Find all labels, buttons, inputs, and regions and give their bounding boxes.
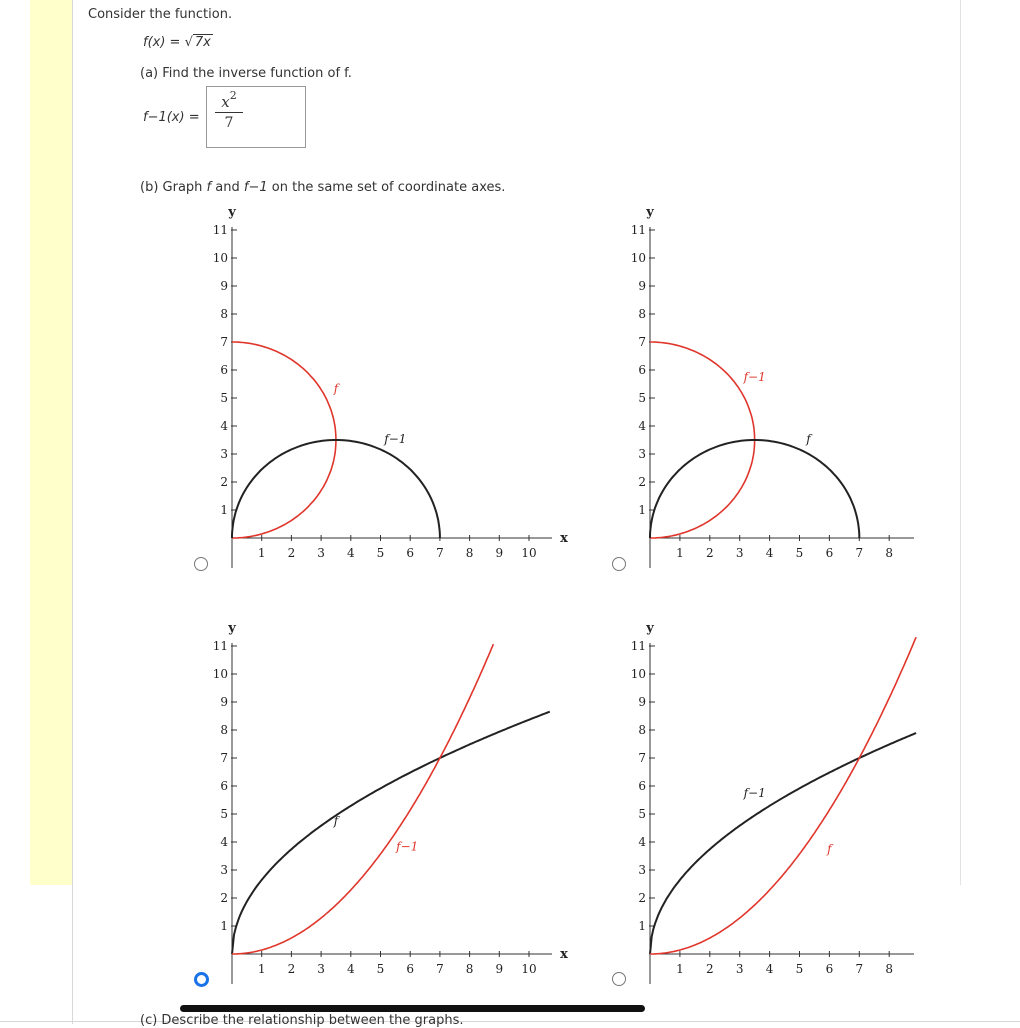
y-tick-label: 9 <box>220 279 228 293</box>
y-tick-label: 1 <box>220 503 228 517</box>
y-tick-label: 8 <box>220 723 228 737</box>
y-tick-label: 10 <box>212 667 228 681</box>
curve-label-f-inverse: f−1 <box>384 431 407 446</box>
y-tick-label: 4 <box>220 835 228 849</box>
curve-label-f-inverse: f−1 <box>743 786 766 801</box>
x-tick-label: 5 <box>376 962 385 976</box>
x-tick-label: 4 <box>765 962 774 976</box>
y-axis-title: y <box>228 205 236 220</box>
x-tick-label: 10 <box>521 962 537 976</box>
x-tick-label: 4 <box>765 546 774 560</box>
x-tick-label: 2 <box>705 962 714 976</box>
part-b-and: and <box>215 180 240 195</box>
curve-f-inverse <box>650 733 916 954</box>
x-tick-label: 3 <box>735 546 744 560</box>
x-tick-label: 5 <box>795 546 804 560</box>
x-tick-label: 8 <box>885 962 894 976</box>
x-tick-label: 4 <box>346 962 355 976</box>
y-tick-label: 4 <box>220 419 228 433</box>
y-tick-label: 10 <box>630 251 646 265</box>
y-tick-label: 1 <box>638 503 646 517</box>
part-b-prefix: (b) Graph <box>140 180 203 195</box>
y-tick-label: 3 <box>638 447 646 461</box>
y-tick-label: 2 <box>638 891 646 905</box>
x-tick-label: 3 <box>735 962 744 976</box>
answer-denominator: 7 <box>224 115 234 131</box>
x-axis-title: x <box>560 947 568 962</box>
x-tick-label: 8 <box>885 546 894 560</box>
y-tick-label: 5 <box>638 391 646 405</box>
y-tick-label: 2 <box>220 475 228 489</box>
y-axis-title: y <box>646 621 654 636</box>
y-tick-label: 11 <box>630 223 646 237</box>
function-radicand: 7x <box>194 35 211 50</box>
y-tick-label: 10 <box>212 251 228 265</box>
y-tick-label: 5 <box>220 807 228 821</box>
y-tick-label: 1 <box>220 919 228 933</box>
y-tick-label: 10 <box>630 667 646 681</box>
horizontal-scrollbar[interactable] <box>180 1005 645 1012</box>
y-tick-label: 11 <box>212 223 228 237</box>
y-tick-label: 6 <box>638 363 646 377</box>
y-tick-label: 7 <box>220 335 228 349</box>
curve-label-f-inverse: f−1 <box>743 370 766 385</box>
x-tick-label: 1 <box>676 546 684 560</box>
x-tick-label: 2 <box>287 546 296 560</box>
part-b-f: f <box>206 180 212 195</box>
curve-label-f: f <box>333 381 339 396</box>
x-tick-label: 6 <box>825 546 834 560</box>
question-intro: Consider the function. <box>88 7 233 22</box>
curve-label-f-inverse: f−1 <box>396 839 419 854</box>
x-tick-label: 5 <box>376 546 385 560</box>
y-tick-label: 6 <box>220 779 228 793</box>
x-tick-label: 7 <box>855 546 864 560</box>
x-tick-label: 7 <box>855 962 864 976</box>
y-tick-label: 7 <box>220 751 228 765</box>
y-tick-label: 1 <box>638 919 646 933</box>
y-tick-label: 9 <box>638 279 646 293</box>
x-tick-label: 6 <box>825 962 834 976</box>
y-tick-label: 6 <box>638 779 646 793</box>
x-tick-label: 10 <box>521 546 537 560</box>
answer-exponent: 2 <box>229 89 237 102</box>
x-tick-label: 1 <box>257 962 266 976</box>
y-tick-label: 3 <box>220 863 228 877</box>
curve-f <box>650 637 916 954</box>
y-tick-label: 9 <box>220 695 228 709</box>
y-tick-label: 6 <box>220 363 228 377</box>
y-axis-title: y <box>646 205 654 220</box>
function-lhs: f(x) = <box>143 35 185 50</box>
x-tick-label: 3 <box>317 546 325 560</box>
x-tick-label: 2 <box>705 546 714 560</box>
y-tick-label: 11 <box>630 639 646 653</box>
x-tick-label: 7 <box>436 962 444 976</box>
sqrt-symbol: √ 7x <box>184 35 211 50</box>
y-tick-label: 5 <box>220 391 228 405</box>
part-c-prompt: (c) Describe the relationship between the graphs. <box>140 1013 464 1028</box>
curve-label-f: f <box>827 842 832 857</box>
y-tick-label: 7 <box>638 751 646 765</box>
x-tick-label: 1 <box>257 546 266 560</box>
y-tick-label: 8 <box>638 307 646 321</box>
x-tick-label: 8 <box>465 546 474 560</box>
y-axis-title: y <box>228 621 236 636</box>
y-tick-label: 4 <box>638 419 646 433</box>
curve-label-f: f <box>806 431 811 446</box>
y-tick-label: 3 <box>220 447 228 461</box>
x-tick-label: 9 <box>495 962 504 976</box>
y-tick-label: 11 <box>212 639 228 653</box>
curve-label-f: f <box>333 814 339 829</box>
part-b-finv: f−1 <box>243 180 268 195</box>
y-tick-label: 2 <box>220 891 228 905</box>
x-axis-title: x <box>560 531 568 546</box>
x-tick-label: 2 <box>287 962 296 976</box>
y-tick-label: 8 <box>638 723 646 737</box>
x-tick-label: 8 <box>465 962 474 976</box>
answer-numerator: $x^2$ <box>221 89 237 111</box>
y-tick-label: 7 <box>638 335 646 349</box>
y-tick-label: 4 <box>638 835 646 849</box>
x-tick-label: 9 <box>495 546 504 560</box>
x-tick-label: 7 <box>436 546 444 560</box>
y-tick-label: 9 <box>638 695 646 709</box>
y-tick-label: 3 <box>638 863 646 877</box>
y-tick-label: 8 <box>220 307 228 321</box>
part-b-suffix: on the same set of coordinate axes. <box>271 180 506 195</box>
x-tick-label: 3 <box>317 962 325 976</box>
part-a-prompt: (a) Find the inverse function of f. <box>140 66 352 81</box>
x-tick-label: 6 <box>406 962 415 976</box>
x-tick-label: 6 <box>406 546 415 560</box>
x-tick-label: 1 <box>676 962 684 976</box>
x-tick-label: 5 <box>795 962 804 976</box>
y-tick-label: 2 <box>638 475 646 489</box>
inverse-lhs: f−1(x) = <box>143 110 200 125</box>
y-tick-label: 5 <box>638 807 646 821</box>
x-tick-label: 4 <box>346 546 355 560</box>
